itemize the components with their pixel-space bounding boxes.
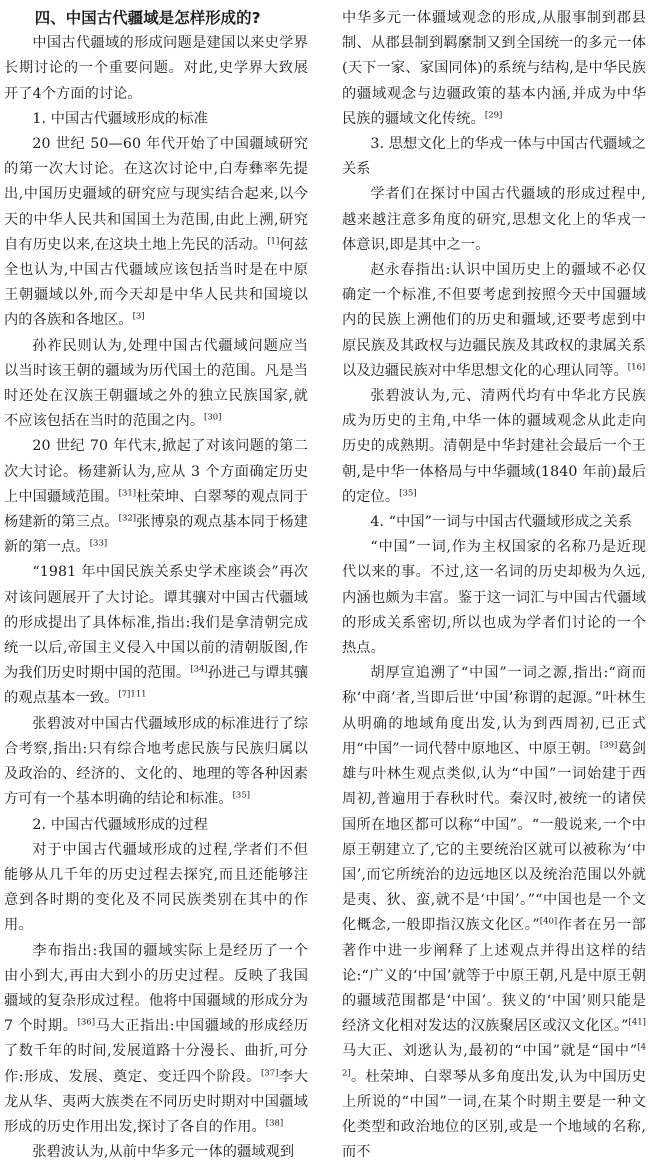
paragraph-culture-intro: 学者们在探讨中国古代疆域的形成过程中,越来越注意多角度的研究,思想文化上的华戎一体意识,即是其中之一。 — [342, 186, 646, 253]
citation-ref: [32] — [118, 513, 137, 524]
citation-ref: [31] — [118, 488, 137, 499]
paragraph-text: “1981 年中国民族关系史学术座谈会”再次对该问题展开了大讨论。谭其骧对中国古代疆域的形成提出了具体标准,指出:我们是拿清朝完成统一以后,帝国主义侵入中国以前的清朝版图,作为我们历史时期中国的范围。 — [4, 564, 308, 682]
paragraph-second-debate — [4, 434, 308, 560]
paragraph-zhao-yongchun — [342, 258, 646, 384]
section-title: 四、中国古代疆域是怎样形成的? — [34, 9, 261, 27]
intro-paragraph: 中国古代疆域的形成问题是建国以来史学界长期讨论的一个重要问题。对此,史学界大致展开了4个方面的讨论。 — [4, 35, 308, 102]
paragraph-text: 20 世纪 70 年代末,掀起了对该问题的第二次大讨论。杨建新认为,应从 3 个方面确定历史上中国疆域范围。 — [4, 438, 308, 505]
left-column — [4, 6, 308, 1165]
subsection-heading-culture: 3. 思想文化上的华戎一体与中国古代疆域之关系 — [342, 136, 646, 178]
citation-ref: [7]111 — [118, 689, 147, 700]
paragraph-text: 马大正、刘逖认为,最初的“中国”就是“国中” — [342, 1043, 638, 1060]
subsection-heading-zhongguo: 4. “中国”一词与中国古代疆域形成之关系 — [370, 514, 633, 531]
paragraph-text: 作者在另一部著作中进一步阐释了上述观点并得出这样的结论:“广义的‘中国’就等于中原王朝,凡是中原王朝的疆域范围都是‘中国’。狭义的‘中国’则只能是经济文化相对发达的汉族聚居区或汉文化区。” — [342, 917, 646, 1035]
paragraph-1981-symposium — [4, 560, 308, 711]
paragraph-zhang-bibo-standard — [4, 712, 308, 813]
paragraph-text: 张博泉的观点基本同于杨建新的第一点。 — [4, 514, 308, 556]
citation-ref: [35] — [399, 488, 417, 499]
citation-ref: [42] — [342, 1042, 646, 1078]
paragraph-zhang-bibo-view: 张碧波认为,从前中华多元一体的疆域观到 — [32, 1144, 295, 1161]
paragraph-text: 20 世纪 50—60 年代开始了中国疆域研究的第一次大讨论。在这次讨论中,白寿彝率先提出,中国历史疆域的研究应与现实结合起来,以今天的中华人民共和国国土为范围,由此上溯,研究自有历史以来,在这块土地上先民的活动。 — [4, 136, 308, 253]
paragraph-text: 张碧波认为,元、清两代均有中华北方民族成为历史的主角,中华一体的疆域观念从此走向历史的成熟期。清朝是中华封建社会最后一个王朝,是中华一体格局与中华疆域(1840 年前)最后的定位。 — [342, 388, 646, 505]
paragraph-text: 李大龙从华、夷两大族类在不同历史时期对中国疆域形成的历史作用出发,探讨了各自的作用。 — [4, 1068, 308, 1135]
citation-ref: [36] — [77, 1017, 96, 1028]
paragraph-text: 胡厚宣追溯了“中国”一词之源,指出:“商而称‘中商’者,当即后世‘中国’称谓的起源。”叶林生从明确的地域角度出发,认为到西周初,已正式用“中国”一词代替中原地区、中原王朝。 — [342, 665, 646, 757]
paragraph-text: 孙进己与谭其骧的观点基本一致。 — [4, 665, 308, 707]
citation-ref: [30] — [204, 412, 222, 423]
paragraph-text: 赵永春指出:认识中国历史上的疆域不必仅确定一个标准,不但要考虑到按照今天中国疆域内的民族上溯他们的历史和疆域,还要考虑到中原民族及其政权与边疆民族及其政权的隶属关系以及边疆民族对中华思想文化的心理认同等。 — [342, 262, 646, 379]
paragraph-text: 李布指出:我国的疆域实际上是经历了一个由小到大,再由大到小的历史过程。反映了我国疆域的复杂形成过程。他将中国疆域的形成分为 7 个时期。 — [4, 942, 308, 1035]
paragraph-continuation — [342, 6, 646, 132]
paragraph-text: 中华多元一体疆域观念的形成,从服事制到郡县制、从郡县制到羁縻制又到全国统一的多元一体(天下一家、家国同体)的系统与结构,是中华民族的疆域观念与边疆政策的基本内涵,并成为中华民族的疆域文化传统。 — [342, 10, 646, 127]
citation-ref: [33] — [89, 538, 108, 549]
paragraph-text: 。杜荣坤、白翠琴从多角度出发,认为中国历史上所说的“中国”一词,在某个时期主要是一种文化类型和政治地位的区别,或是一个地域的名称,而不 — [342, 1068, 646, 1161]
paragraph-text: 马大正指出:中国疆域的形成经历了数千年的时间,发展道路十分漫长、曲折,可分作:形成、发展、奠定、变迁四个阶段。 — [4, 1018, 308, 1085]
citation-ref: [35] — [232, 790, 251, 801]
paragraph-process-intro: 对于中国古代疆域形成的过程,学者们不但能够从几千年的历史过程去探究,而且还能够注意到各时期的变化及不同民族类别在其中的作用。 — [4, 841, 308, 934]
paragraph-text: 孙祚民则认为,处理中国古代疆域问题应当以当时该王朝的疆域为历代国土的范围。凡是当时还处在汉族王朝疆域之外的独立民族国家,就不应该包括在当时的范围之内。 — [4, 337, 308, 430]
paragraph-text: 杜荣坤、白翠琴的观点同于杨建新的第三点。 — [4, 488, 308, 531]
citation-ref: [3] — [132, 311, 145, 322]
citation-ref: [41] — [628, 1017, 646, 1028]
paragraph-yuan-qing — [342, 384, 646, 510]
paragraph-text: 张碧波对中国古代疆域形成的标准进行了综合考察,指出:只有综合地考虑民族与民族归属以及政治的、经济的、文化的、地理的等各种因素方可有一个基本明确的结论和标准。 — [4, 715, 308, 808]
citation-ref: [39] — [599, 740, 618, 751]
paragraph-li-bu — [4, 939, 308, 1141]
citation-ref: [38] — [265, 1118, 284, 1129]
citation-ref: [1] — [267, 236, 280, 247]
paragraph-first-debate — [4, 132, 308, 334]
paragraph-sun-zuomin — [4, 334, 308, 435]
citation-ref: [40] — [539, 916, 558, 927]
subsection-heading-process: 2. 中国古代疆域形成的过程 — [32, 816, 208, 833]
right-column — [342, 6, 646, 1165]
citation-ref: [34] — [190, 664, 208, 675]
citation-ref: [16] — [627, 362, 646, 373]
paragraph-text: 何兹全也认为,中国古代疆域应该包括当时是在中原王朝疆域以外,而今天却是中华人民共和国境以内的各族和各地区。 — [4, 236, 308, 329]
citation-ref: [37] — [260, 1067, 279, 1078]
citation-ref: [29] — [484, 110, 503, 121]
paragraph-text: 葛剑雄与叶林生观点类似,认为“中国”一词始建于西周初,普遍用于春秋时代。秦汉时,被统一的诸侯国所在地区都可以称“中国”。“一般说来,一个中原王朝建立了,它的主要统治区就可以被称为‘中国’,而它所统治的边远地区以及统治范围以外就是夷、狄、蛮,就不是‘中国’。”“中国也是一个文化概念,一般即指汉族文化区。” — [342, 740, 646, 934]
paragraph-zhongguo-intro: “中国”一词,作为主权国家的名称乃是近现代以来的事。不过,这一名词的历史却极为久远,内涵也颇为丰富。鉴于这一词汇与中国古代疆域的形成关系密切,所以也成为学者们讨论的一个热点。 — [342, 539, 646, 657]
paragraph-hu-houxuan — [342, 661, 646, 1165]
subsection-heading-standard: 1. 中国古代疆域形成的标准 — [32, 110, 208, 127]
